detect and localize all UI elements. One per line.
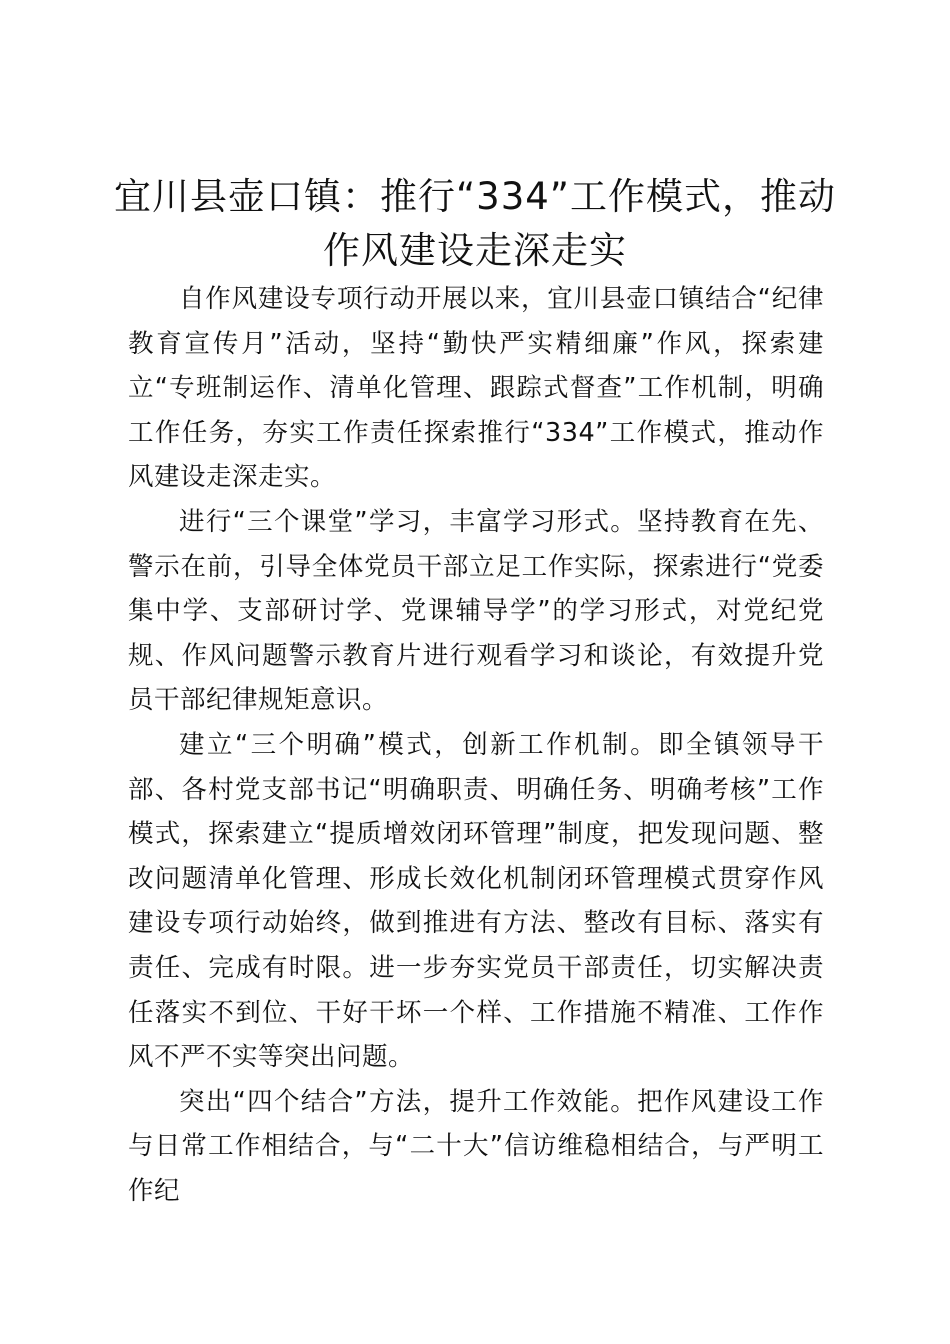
paragraph-four-combinations: 突出“四个结合”方法，提升工作效能。把作风建设工作与日常工作相结合，与“二十大”信访维稳相结合，与严明工作纪 (128, 1086, 824, 1206)
document-title: 宜川县壶口镇：推行“334”工作模式，推动作风建设走深走实 (114, 175, 836, 272)
paragraph-three-clarities: 建立“三个明确”模式，创新工作机制。即全镇领导干部、各村党支部书记“明确职责、明确任务、明确考核”工作模式，探索建立“提质增效闭环管理”制度，把发现问题、整改问题清单化管理、形成长效化机制闭环管理模式贯穿作风建设专项行动始终，做到推进有方法、整改有目标、落实有责任、完成有时限。进一步夯实党员干部责任，切实解决责任落实不到位、干好干坏一个样、工作措施不精准、工作作风不严不实等突出问题。 (128, 729, 824, 1073)
paragraph-intro: 自作风建设专项行动开展以来，宜川县壶口镇结合“纪律教育宣传月”活动，坚持“勤快严实精细廉”作风，探索建立“专班制运作、清单化管理、跟踪式督查”工作机制，明确工作任务，夯实工作责任探索推行“334”工作模式，推动作风建设走深走实。 (128, 284, 824, 493)
document-body (128, 277, 824, 1213)
paragraph-three-classrooms: 进行“三个课堂”学习，丰富学习形式。坚持教育在先、警示在前，引导全体党员干部立足工作实际，探索进行“党委集中学、支部研讨学、党课辅导学”的学习形式，对党纪党规、作风问题警示教育片进行观看学习和谈论，有效提升党员干部纪律规矩意识。 (128, 506, 824, 716)
